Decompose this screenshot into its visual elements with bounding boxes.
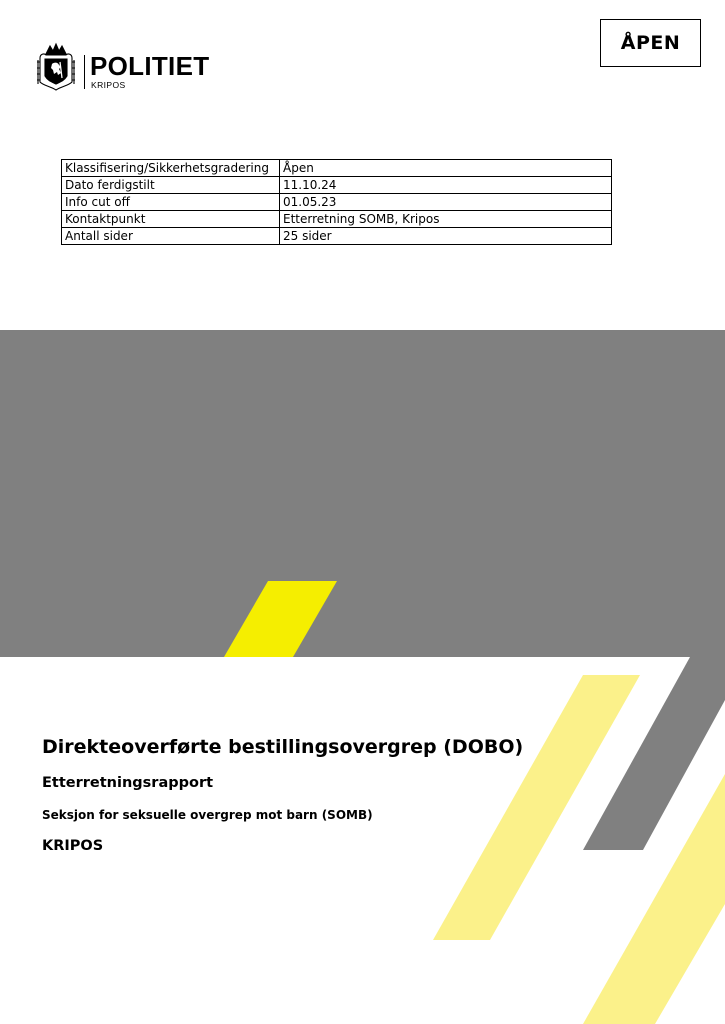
document-unit: KRIPOS	[42, 838, 104, 854]
logo-subtitle: KRIPOS	[91, 80, 126, 90]
document-section: Seksjon for seksuelle overgrep mot barn (SOMB)	[42, 808, 373, 822]
row-label: Info cut off	[62, 194, 280, 211]
row-value: 11.10.24	[280, 177, 612, 194]
row-value: Etterretning SOMB, Kripos	[280, 211, 612, 228]
classification-badge: ÅPEN	[600, 19, 701, 67]
row-label: Klassifisering/Sikkerhetsgradering	[62, 160, 280, 177]
row-value: 25 sider	[280, 228, 612, 245]
row-label: Dato ferdigstilt	[62, 177, 280, 194]
document-subtitle: Etterretningsrapport	[42, 775, 214, 791]
cover-title-block	[42, 735, 524, 854]
logo-title: POLITIET	[90, 51, 210, 81]
row-value: 01.05.23	[280, 194, 612, 211]
row-value: Åpen	[280, 160, 612, 177]
row-label: Antall sider	[62, 228, 280, 245]
yellow-accent-stripe	[224, 581, 337, 657]
row-label: Kontaktpunkt	[62, 211, 280, 228]
document-title: Direkteoverførte bestillingsovergrep (DOBO)	[42, 736, 524, 758]
